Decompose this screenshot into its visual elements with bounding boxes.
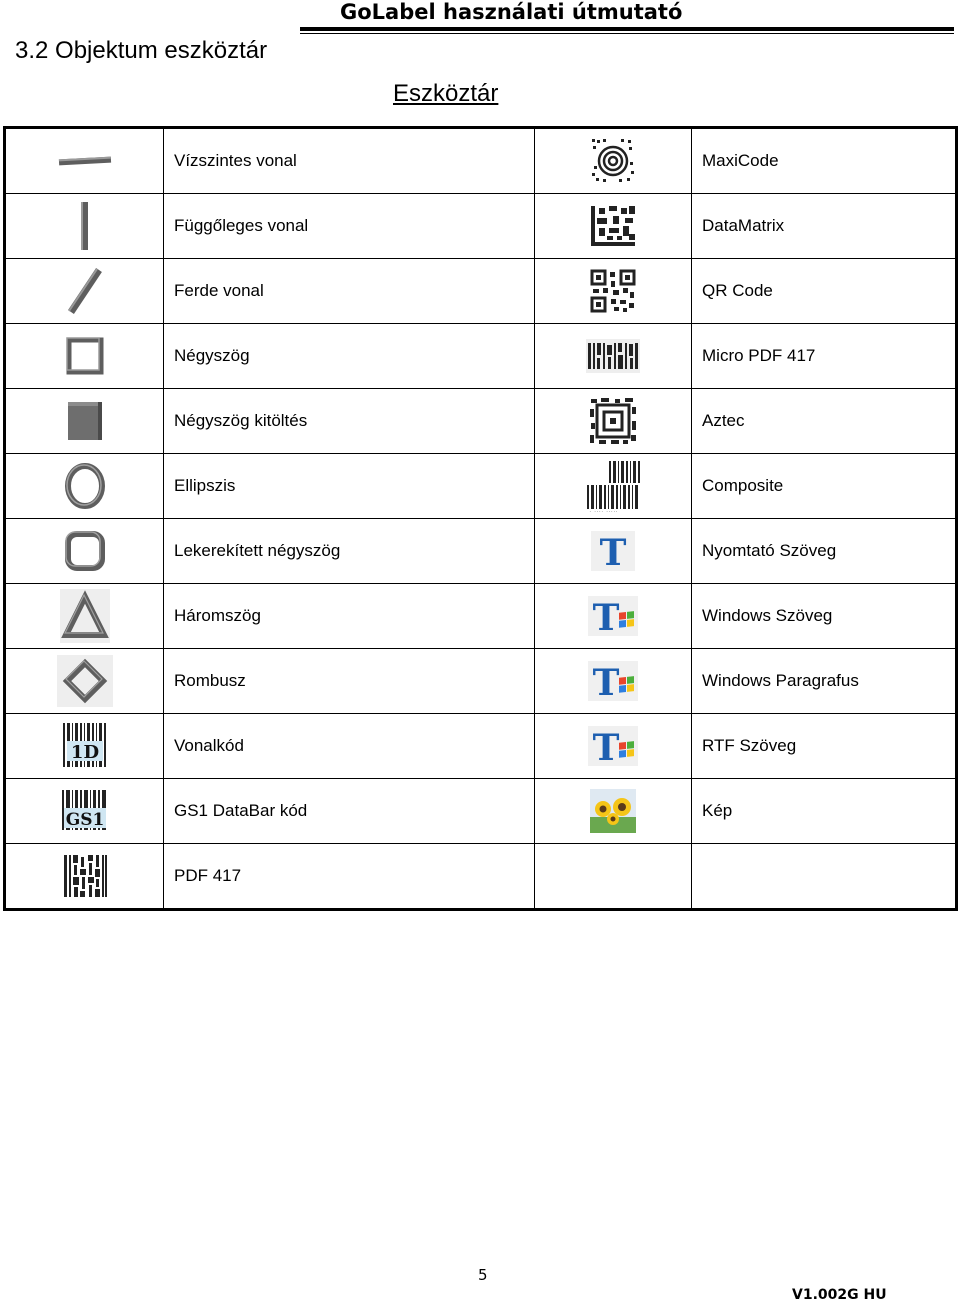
table-row [5, 128, 957, 194]
rounded-rectangle-icon [61, 527, 109, 575]
triangle-icon [60, 589, 110, 643]
tool-label: Vízszintes vonal [164, 128, 535, 194]
tool-label: MaxiCode [692, 128, 957, 194]
tool-label: Lekerekített négyszög [164, 519, 535, 584]
gs1-databar-icon-text: GS1 [65, 810, 104, 830]
vertical-line-icon [73, 200, 97, 252]
tool-label: PDF 417 [164, 844, 535, 910]
rtf-text-icon [588, 726, 638, 766]
horizontal-line-icon [55, 151, 115, 171]
tool-label: Nyomtató Szöveg [692, 519, 957, 584]
micro-pdf417-icon [586, 339, 640, 373]
page-number: 5 [478, 1266, 488, 1284]
tool-label: Háromszög [164, 584, 535, 649]
svg-text:T: T [592, 727, 620, 766]
tool-label: Aztec [692, 389, 957, 454]
image-icon [590, 789, 636, 833]
table-row [5, 584, 957, 649]
tool-label: Windows Szöveg [692, 584, 957, 649]
gs1-databar-icon [60, 788, 110, 834]
tool-label: Composite [692, 454, 957, 519]
tool-label: Négyszög [164, 324, 535, 389]
table-caption: Eszköztár [393, 80, 499, 107]
empty-cell [535, 844, 692, 910]
printer-text-icon [591, 531, 635, 571]
svg-text:T: T [599, 532, 627, 571]
table-row [5, 194, 957, 259]
windows-text-icon [588, 596, 638, 636]
windows-paragraph-icon [588, 661, 638, 701]
rhombus-icon [57, 655, 113, 707]
diagonal-line-icon [63, 266, 107, 316]
toolbar-table [3, 126, 958, 911]
barcode-1d-icon [61, 721, 109, 771]
rectangle-icon [63, 334, 107, 378]
header-rule [300, 27, 954, 31]
table-row [5, 389, 957, 454]
svg-text:· ···· ·····: · ···· ····· [589, 509, 618, 513]
tool-label: GS1 DataBar kód [164, 779, 535, 844]
ellipse-icon [60, 460, 110, 512]
maxicode-icon [591, 138, 635, 184]
table-row [5, 844, 957, 910]
table-row [5, 779, 957, 844]
tool-label: RTF Szöveg [692, 714, 957, 779]
svg-text:T: T [592, 662, 620, 701]
table-row [5, 324, 957, 389]
table-row [5, 259, 957, 324]
tool-label: Ellipszis [164, 454, 535, 519]
tool-label: DataMatrix [692, 194, 957, 259]
table-row [5, 714, 957, 779]
pdf417-icon [62, 853, 108, 899]
tool-label: Micro PDF 417 [692, 324, 957, 389]
tool-label: Vonalkód [164, 714, 535, 779]
table-row [5, 519, 957, 584]
section-title: 3.2 Objektum eszköztár [15, 37, 268, 64]
table-row [5, 649, 957, 714]
qr-code-icon [589, 268, 637, 314]
header-rule-thin [300, 33, 954, 34]
aztec-icon [589, 397, 637, 445]
composite-barcode-icon [585, 459, 641, 513]
document-title: GoLabel használati útmutató [340, 0, 683, 24]
filled-rectangle-icon [63, 398, 107, 444]
version-label: V1.002G HU [792, 1287, 887, 1303]
tool-label: Kép [692, 779, 957, 844]
tool-label: QR Code [692, 259, 957, 324]
tool-label: Ferde vonal [164, 259, 535, 324]
table-row [5, 454, 957, 519]
datamatrix-icon [589, 204, 637, 248]
svg-text:T: T [592, 597, 620, 636]
empty-cell [692, 844, 957, 910]
tool-label: Windows Paragrafus [692, 649, 957, 714]
tool-label: Függőleges vonal [164, 194, 535, 259]
tool-label: Rombusz [164, 649, 535, 714]
barcode-1d-icon-text: 1D [70, 742, 99, 763]
tool-label: Négyszög kitöltés [164, 389, 535, 454]
